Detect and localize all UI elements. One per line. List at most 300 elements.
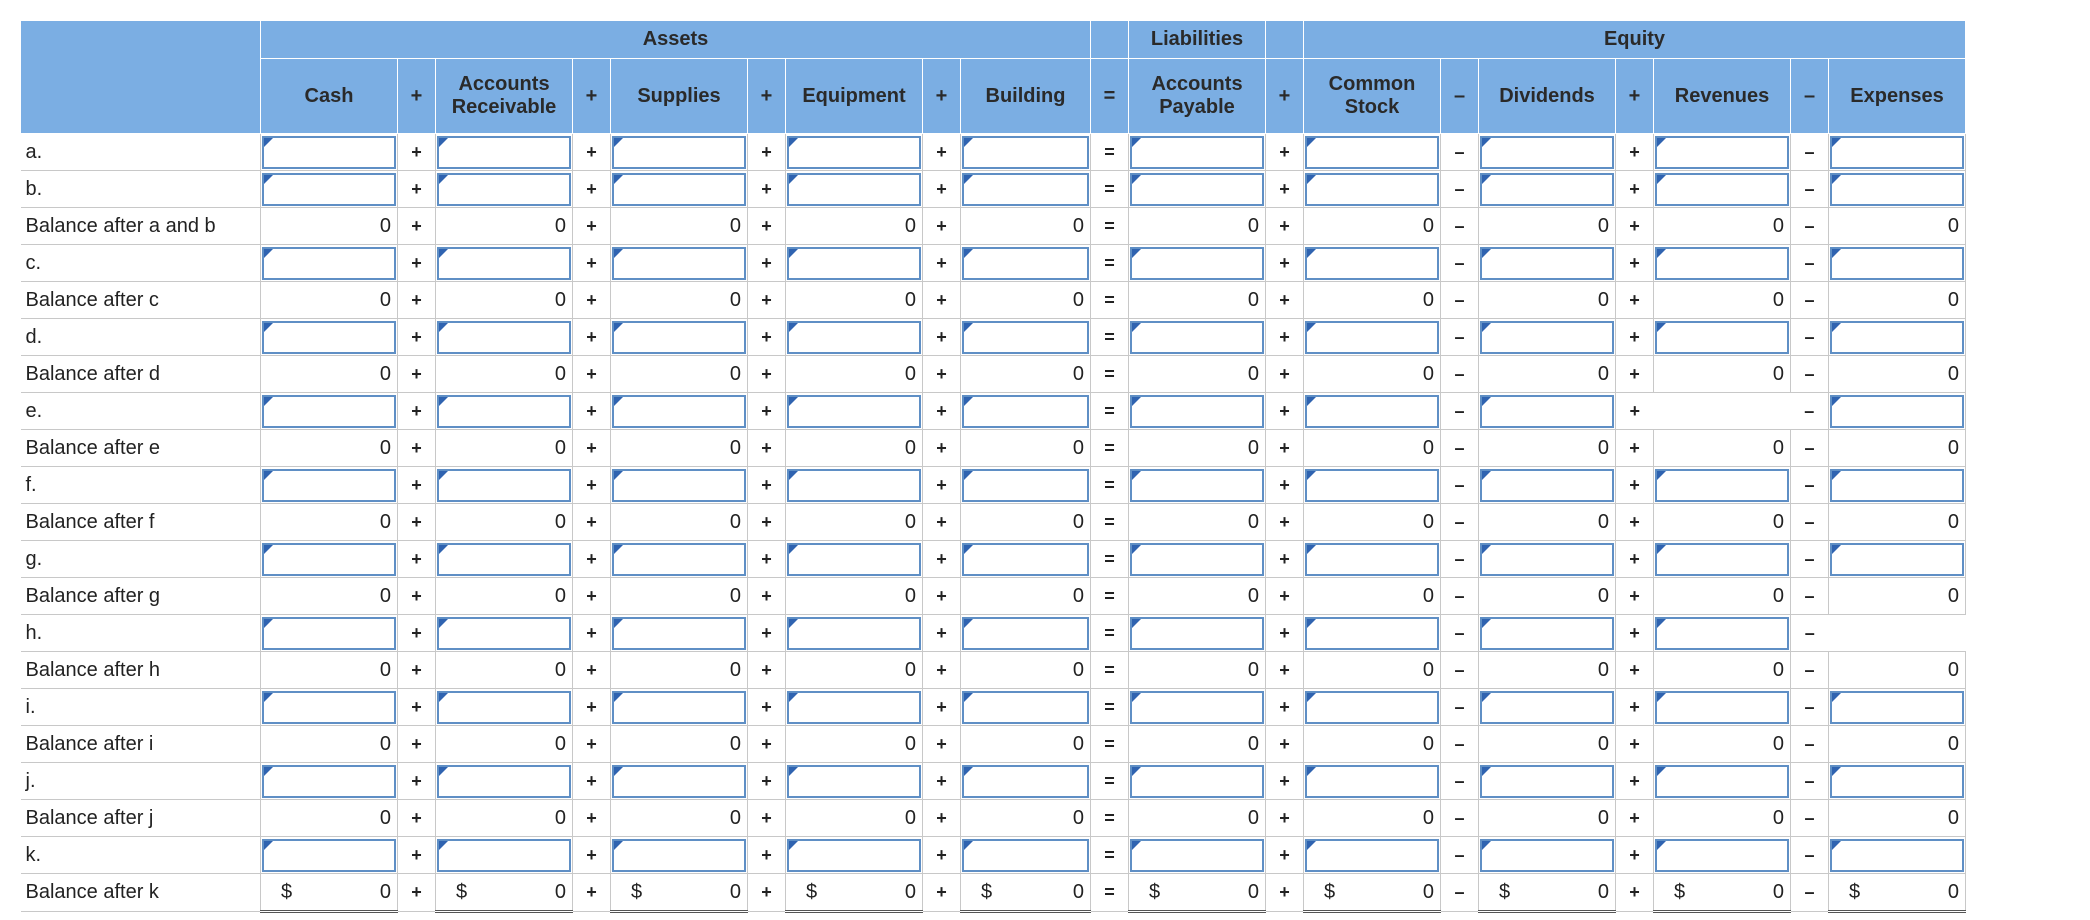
amount-input-exp[interactable] [1830, 765, 1964, 798]
operator-sign: + [923, 541, 961, 578]
balance-value: 0 [904, 880, 916, 903]
amount-input-cs[interactable] [1305, 136, 1439, 169]
dropdown-marker-icon [1832, 767, 1841, 776]
row-label: e. [21, 393, 261, 430]
operator-sign: = [1091, 652, 1129, 689]
amount-input-ap[interactable] [1130, 839, 1264, 872]
amount-input-cs[interactable] [1305, 321, 1439, 354]
cell-ar [436, 245, 573, 282]
amount-input-cash[interactable] [262, 321, 396, 354]
amount-input-cs[interactable] [1305, 765, 1439, 798]
amount-input-div[interactable] [1480, 469, 1614, 502]
balance-value: 0 [1947, 362, 1959, 385]
dropdown-marker-icon [789, 471, 798, 480]
operator-sign: + [1266, 837, 1304, 874]
amount-input-rev[interactable] [1655, 765, 1789, 798]
amount-input-ar[interactable] [437, 543, 571, 576]
cell-equipment [786, 319, 923, 356]
amount-input-div[interactable] [1480, 617, 1614, 650]
dropdown-marker-icon [1482, 471, 1491, 480]
amount-input-cash[interactable] [262, 247, 396, 280]
balance-value: 0 [1247, 658, 1259, 681]
operator-sign: – [1441, 393, 1479, 430]
operator-sign: + [398, 800, 436, 837]
amount-input-building[interactable] [962, 839, 1089, 872]
cell-ap [1129, 245, 1266, 282]
amount-input-cs[interactable] [1305, 247, 1439, 280]
dropdown-marker-icon [1482, 619, 1491, 628]
balance-cell-cs [1304, 504, 1441, 541]
operator-sign: + [573, 208, 611, 245]
balance-cell-div [1479, 430, 1616, 467]
cell-ap [1129, 837, 1266, 874]
operator-sign: + [748, 504, 786, 541]
balance-value: 0 [1422, 214, 1434, 237]
balance-value: 0 [1247, 806, 1259, 829]
amount-input-ap[interactable] [1130, 543, 1264, 576]
dropdown-marker-icon [1132, 323, 1141, 332]
operator-sign: – [1441, 245, 1479, 282]
operator-sign: + [573, 652, 611, 689]
column-header-cs: Common Stock [1304, 59, 1441, 134]
balance-value: 0 [554, 288, 566, 311]
amount-input-supplies[interactable] [612, 765, 746, 798]
balance-value: 0 [1947, 288, 1959, 311]
amount-input-ap[interactable] [1130, 395, 1264, 428]
dropdown-marker-icon [1832, 397, 1841, 406]
amount-input-cs[interactable] [1305, 839, 1439, 872]
amount-input-cs[interactable] [1305, 395, 1439, 428]
amount-input-rev[interactable] [1655, 173, 1789, 206]
operator-sign: + [1616, 208, 1654, 245]
dropdown-marker-icon [1307, 397, 1316, 406]
cell-div [1479, 541, 1616, 578]
amount-input-supplies[interactable] [612, 321, 746, 354]
balance-value: 0 [1072, 362, 1084, 385]
amount-input-cash[interactable] [262, 136, 396, 169]
row-label: Balance after k [21, 874, 261, 912]
balance-value: 0 [1247, 214, 1259, 237]
amount-input-ap[interactable] [1130, 136, 1264, 169]
amount-input-div[interactable] [1480, 173, 1614, 206]
operator-sign: + [398, 245, 436, 282]
balance-value: 0 [379, 658, 391, 681]
operator-sign: + [573, 467, 611, 504]
row-label: Balance after g [21, 578, 261, 615]
amount-input-building[interactable] [962, 543, 1089, 576]
amount-input-cash[interactable] [262, 691, 396, 724]
amount-input-ar[interactable] [437, 136, 571, 169]
balance-cell-rev [1654, 282, 1791, 319]
amount-input-div[interactable] [1480, 543, 1614, 576]
operator-sign: + [1616, 171, 1654, 208]
balance-cell-exp [1829, 356, 1966, 393]
balance-cell-exp [1829, 504, 1966, 541]
operator-sign: + [1616, 282, 1654, 319]
amount-input-equipment[interactable] [787, 617, 921, 650]
amount-input-cash[interactable] [262, 765, 396, 798]
dropdown-marker-icon [264, 397, 273, 406]
cell-cs [1304, 837, 1441, 874]
amount-input-rev[interactable] [1655, 321, 1789, 354]
balance-cell-ap [1129, 874, 1266, 912]
balance-cell-equipment [786, 800, 923, 837]
amount-input-ap[interactable] [1130, 173, 1264, 206]
operator-sign: + [573, 800, 611, 837]
balance-cell-rev [1654, 726, 1791, 763]
operator-sign: = [1091, 874, 1129, 912]
balance-value: 0 [1422, 436, 1434, 459]
amount-input-cs[interactable] [1305, 543, 1439, 576]
operator-sign: + [1266, 319, 1304, 356]
balance-cell-cash [261, 504, 398, 541]
amount-input-rev[interactable] [1655, 136, 1789, 169]
amount-input-cash[interactable] [262, 173, 396, 206]
plus-group-spacer [1266, 21, 1304, 59]
balance-value: 0 [1772, 584, 1784, 607]
operator-sign: – [1441, 319, 1479, 356]
dropdown-marker-icon [1832, 693, 1841, 702]
dropdown-marker-icon [1132, 841, 1141, 850]
operator-sign: + [923, 134, 961, 171]
row-label: k. [21, 837, 261, 874]
amount-input-ar[interactable] [437, 247, 571, 280]
dropdown-marker-icon [614, 138, 623, 147]
dropdown-marker-icon [1482, 693, 1491, 702]
amount-input-ar[interactable] [437, 173, 571, 206]
operator-sign: + [398, 837, 436, 874]
amount-input-supplies[interactable] [612, 839, 746, 872]
amount-input-exp[interactable] [1830, 173, 1964, 206]
operator-sign: + [1266, 134, 1304, 171]
amount-input-equipment[interactable] [787, 765, 921, 798]
amount-input-rev[interactable] [1655, 247, 1789, 280]
balance-cell-ap [1129, 652, 1266, 689]
amount-input-building[interactable] [962, 691, 1089, 724]
dropdown-marker-icon [1832, 323, 1841, 332]
amount-input-cs[interactable] [1305, 617, 1439, 650]
operator-sign: + [398, 393, 436, 430]
balance-cell-building [961, 504, 1091, 541]
amount-input-cash[interactable] [262, 839, 396, 872]
dropdown-marker-icon [1482, 138, 1491, 147]
dropdown-marker-icon [789, 138, 798, 147]
amount-input-exp[interactable] [1830, 469, 1964, 502]
amount-input-ar[interactable] [437, 765, 571, 798]
amount-input-div[interactable] [1480, 136, 1614, 169]
amount-input-ap[interactable] [1130, 691, 1264, 724]
operator-sign: + [398, 726, 436, 763]
amount-input-div[interactable] [1480, 247, 1614, 280]
amount-input-cash[interactable] [262, 543, 396, 576]
dropdown-marker-icon [964, 471, 973, 480]
amount-input-exp[interactable] [1830, 691, 1964, 724]
operator-sign: + [748, 726, 786, 763]
amount-input-rev[interactable] [1655, 469, 1789, 502]
balance-cell-exp [1829, 800, 1966, 837]
dropdown-marker-icon [1307, 693, 1316, 702]
amount-input-ap[interactable] [1130, 247, 1264, 280]
balance-value: 0 [729, 584, 741, 607]
operator-sign: + [923, 578, 961, 615]
balance-cell-supplies [611, 800, 748, 837]
amount-input-supplies[interactable] [612, 173, 746, 206]
dropdown-marker-icon [789, 693, 798, 702]
amount-input-cash[interactable] [262, 395, 396, 428]
operator-sign: + [573, 134, 611, 171]
operator-sign: + [398, 171, 436, 208]
dropdown-marker-icon [264, 693, 273, 702]
amount-input-equipment[interactable] [787, 469, 921, 502]
operator-sign: = [1091, 282, 1129, 319]
amount-input-div[interactable] [1480, 691, 1614, 724]
operator-header: + [1616, 59, 1654, 134]
amount-input-building[interactable] [962, 469, 1089, 502]
amount-input-equipment[interactable] [787, 321, 921, 354]
operator-sign: + [1616, 134, 1654, 171]
balance-cell-building [961, 726, 1091, 763]
dropdown-marker-icon [439, 323, 448, 332]
amount-input-rev[interactable] [1655, 617, 1789, 650]
balance-row [21, 282, 1966, 319]
amount-input-ap[interactable] [1130, 617, 1264, 650]
amount-input-exp[interactable] [1830, 136, 1964, 169]
dropdown-marker-icon [964, 323, 973, 332]
amount-input-cash[interactable] [262, 617, 396, 650]
balance-cell-rev [1654, 800, 1791, 837]
operator-sign: + [923, 874, 961, 912]
dropdown-marker-icon [614, 841, 623, 850]
operator-sign: = [1091, 504, 1129, 541]
amount-input-ar[interactable] [437, 617, 571, 650]
amount-input-equipment[interactable] [787, 839, 921, 872]
operator-sign: + [398, 763, 436, 800]
operator-sign: – [1791, 874, 1829, 912]
balance-value: 0 [1422, 658, 1434, 681]
amount-input-ap[interactable] [1130, 765, 1264, 798]
balance-value: 0 [1247, 880, 1259, 903]
amount-input-supplies[interactable] [612, 617, 746, 650]
column-header-supplies: Supplies [611, 59, 748, 134]
cell-rev [1654, 615, 1791, 652]
amount-input-ar[interactable] [437, 839, 571, 872]
balance-cell-cs [1304, 874, 1441, 912]
cell-rev [1654, 171, 1791, 208]
operator-sign: + [748, 245, 786, 282]
transaction-row [21, 763, 1966, 800]
dropdown-marker-icon [614, 397, 623, 406]
cell-cs [1304, 393, 1441, 430]
operator-sign: – [1441, 467, 1479, 504]
amount-input-ap[interactable] [1130, 321, 1264, 354]
operator-sign: – [1791, 134, 1829, 171]
balance-cell-cs [1304, 208, 1441, 245]
balance-value: 0 [1597, 584, 1609, 607]
balance-cell-building [961, 356, 1091, 393]
dropdown-marker-icon [1307, 767, 1316, 776]
operator-sign: + [573, 504, 611, 541]
cell-ar [436, 615, 573, 652]
operator-sign: + [748, 689, 786, 726]
amount-input-building[interactable] [962, 617, 1089, 650]
dropdown-marker-icon [789, 323, 798, 332]
balance-cell-div [1479, 726, 1616, 763]
amount-input-cs[interactable] [1305, 469, 1439, 502]
amount-input-building[interactable] [962, 136, 1089, 169]
amount-input-supplies[interactable] [612, 247, 746, 280]
operator-sign: + [923, 504, 961, 541]
amount-input-ap[interactable] [1130, 469, 1264, 502]
operator-sign: + [748, 134, 786, 171]
dropdown-marker-icon [1132, 619, 1141, 628]
dropdown-marker-icon [1132, 545, 1141, 554]
dropdown-marker-icon [964, 138, 973, 147]
dropdown-marker-icon [614, 249, 623, 258]
operator-sign: – [1791, 541, 1829, 578]
balance-cell-rev [1654, 208, 1791, 245]
balance-cell-exp [1829, 430, 1966, 467]
amount-input-equipment[interactable] [787, 395, 921, 428]
operator-sign: – [1791, 837, 1829, 874]
operator-sign: + [1616, 837, 1654, 874]
operator-sign: + [398, 430, 436, 467]
operator-sign: – [1791, 615, 1829, 652]
dropdown-marker-icon [1132, 175, 1141, 184]
balance-cell-div [1479, 504, 1616, 541]
amount-input-exp[interactable] [1830, 247, 1964, 280]
amount-input-rev[interactable] [1655, 543, 1789, 576]
amount-input-div[interactable] [1480, 765, 1614, 798]
amount-input-ar[interactable] [437, 691, 571, 724]
dropdown-marker-icon [1657, 249, 1666, 258]
cell-cash [261, 245, 398, 282]
balance-cell-ar [436, 282, 573, 319]
operator-sign: + [398, 282, 436, 319]
operator-sign: + [748, 430, 786, 467]
dropdown-marker-icon [964, 397, 973, 406]
cell-rev [1654, 393, 1791, 430]
amount-input-supplies[interactable] [612, 469, 746, 502]
cell-cash [261, 319, 398, 356]
dropdown-marker-icon [1307, 249, 1316, 258]
balance-value: 0 [729, 732, 741, 755]
transaction-row [21, 467, 1966, 504]
amount-input-cash[interactable] [262, 469, 396, 502]
operator-sign: – [1441, 430, 1479, 467]
balance-cell-cs [1304, 578, 1441, 615]
amount-input-ar[interactable] [437, 395, 571, 428]
operator-sign: + [748, 282, 786, 319]
dropdown-marker-icon [1132, 767, 1141, 776]
dropdown-marker-icon [1482, 841, 1491, 850]
amount-input-div[interactable] [1480, 395, 1614, 428]
currency-symbol: $ [456, 880, 468, 903]
amount-input-equipment[interactable] [787, 247, 921, 280]
operator-sign: = [1091, 689, 1129, 726]
amount-input-supplies[interactable] [612, 543, 746, 576]
amount-input-exp[interactable] [1830, 395, 1964, 428]
row-label: Balance after i [21, 726, 261, 763]
amount-input-ar[interactable] [437, 469, 571, 502]
amount-input-exp[interactable] [1830, 839, 1964, 872]
amount-input-supplies[interactable] [612, 395, 746, 428]
balance-cell-cash [261, 800, 398, 837]
operator-sign: = [1091, 800, 1129, 837]
amount-input-equipment[interactable] [787, 136, 921, 169]
operator-sign: + [1616, 763, 1654, 800]
transaction-row [21, 393, 1966, 430]
balance-value: 0 [1422, 732, 1434, 755]
balance-cell-cash [261, 578, 398, 615]
operator-sign: – [1791, 800, 1829, 837]
balance-cell-ap [1129, 208, 1266, 245]
amount-input-building[interactable] [962, 247, 1089, 280]
amount-input-exp[interactable] [1830, 543, 1964, 576]
amount-input-equipment[interactable] [787, 691, 921, 724]
operator-sign: + [573, 578, 611, 615]
transaction-row [21, 171, 1966, 208]
cell-rev [1654, 689, 1791, 726]
cell-equipment [786, 467, 923, 504]
balance-value: 0 [379, 510, 391, 533]
amount-input-equipment[interactable] [787, 173, 921, 206]
cell-cs [1304, 615, 1441, 652]
balance-cell-supplies [611, 652, 748, 689]
balance-value: 0 [1072, 584, 1084, 607]
balance-row [21, 430, 1966, 467]
operator-sign: = [1091, 356, 1129, 393]
cell-supplies [611, 319, 748, 356]
balance-value: 0 [1597, 510, 1609, 533]
balance-cell-cash [261, 874, 398, 912]
dropdown-marker-icon [1482, 249, 1491, 258]
operator-sign: + [398, 319, 436, 356]
amount-input-building[interactable] [962, 765, 1089, 798]
balance-cell-cs [1304, 430, 1441, 467]
amount-input-cs[interactable] [1305, 691, 1439, 724]
amount-input-rev[interactable] [1655, 839, 1789, 872]
amount-input-exp[interactable] [1830, 321, 1964, 354]
dropdown-marker-icon [789, 619, 798, 628]
dropdown-marker-icon [789, 841, 798, 850]
amount-input-cs[interactable] [1305, 173, 1439, 206]
cell-div [1479, 837, 1616, 874]
transaction-row [21, 319, 1966, 356]
operator-header: + [748, 59, 786, 134]
equity-group-header: Equity [1304, 21, 1966, 59]
row-label: g. [21, 541, 261, 578]
amount-input-building[interactable] [962, 173, 1089, 206]
balance-cell-equipment [786, 504, 923, 541]
amount-input-ar[interactable] [437, 321, 571, 354]
operator-sign: – [1441, 800, 1479, 837]
amount-input-building[interactable] [962, 395, 1089, 428]
currency-symbol: $ [1324, 880, 1336, 903]
amount-input-supplies[interactable] [612, 136, 746, 169]
cell-supplies [611, 171, 748, 208]
amount-input-div[interactable] [1480, 321, 1614, 354]
amount-input-equipment[interactable] [787, 543, 921, 576]
amount-input-building[interactable] [962, 321, 1089, 354]
column-header-cash: Cash [261, 59, 398, 134]
balance-cell-cash [261, 652, 398, 689]
dropdown-marker-icon [1307, 175, 1316, 184]
amount-input-supplies[interactable] [612, 691, 746, 724]
balance-cell-building [961, 800, 1091, 837]
amount-input-rev[interactable] [1655, 691, 1789, 724]
balance-value: 0 [1247, 584, 1259, 607]
amount-input-div[interactable] [1480, 839, 1614, 872]
